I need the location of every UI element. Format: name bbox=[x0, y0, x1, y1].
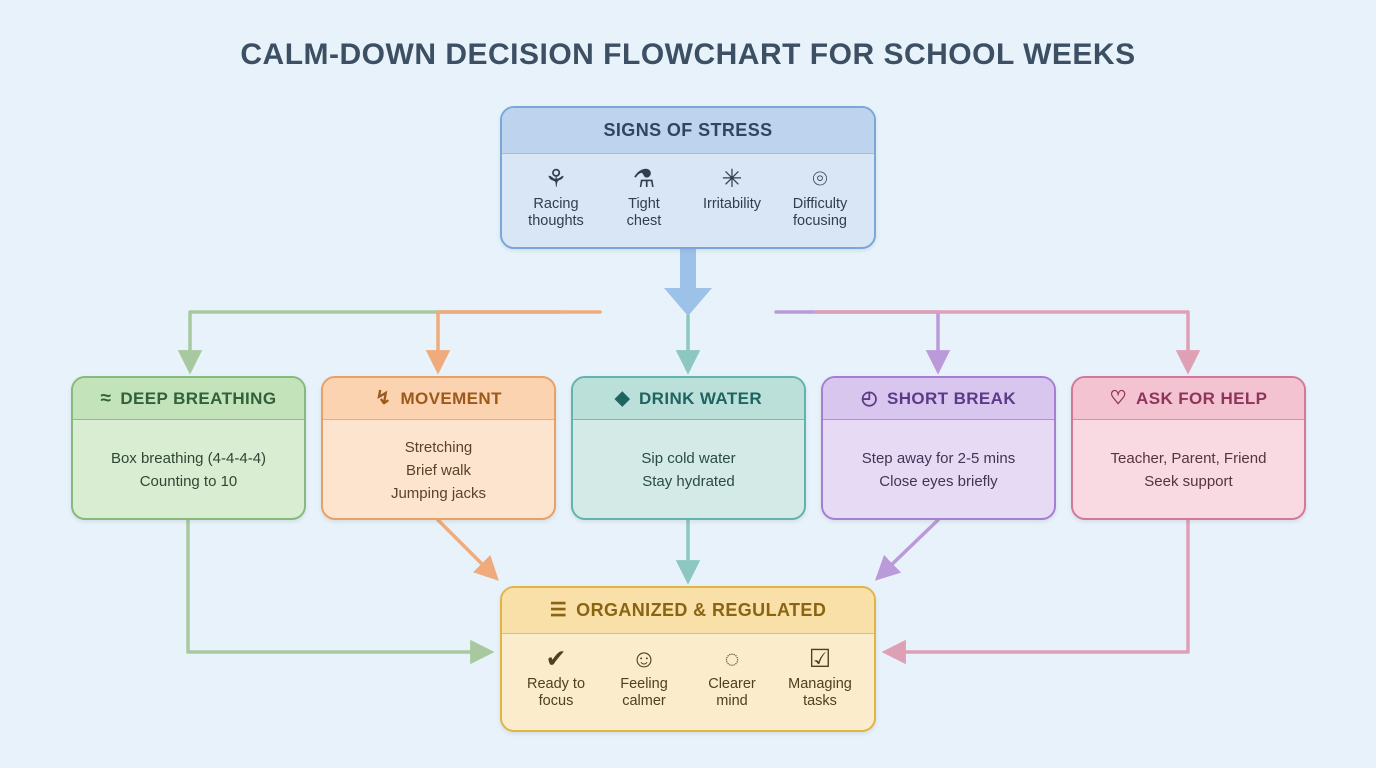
node-movement-body bbox=[323, 420, 554, 520]
brain-icon: ⚘ bbox=[544, 165, 568, 193]
node-short-break-title: SHORT BREAK bbox=[886, 388, 1017, 408]
node-ask-for-help[interactable] bbox=[1071, 376, 1306, 520]
outcome-label-line2: focus bbox=[538, 693, 574, 709]
body-line: Stretching bbox=[404, 438, 473, 456]
body-line: Box breathing (4-4-4-4) bbox=[110, 450, 267, 467]
node-signs-header bbox=[502, 108, 874, 154]
node-organized-regulated[interactable] bbox=[500, 586, 876, 732]
outcome-label-line1: Ready to bbox=[526, 676, 586, 692]
clear-head-icon: ◌ bbox=[724, 645, 740, 673]
sign-item-racing-thoughts bbox=[513, 162, 599, 230]
node-ask-for-help-body bbox=[1073, 420, 1304, 520]
sign-item-irritability bbox=[689, 162, 775, 213]
node-ask-for-help-title: ASK FOR HELP bbox=[1136, 388, 1268, 408]
clipboard-icon: ☑ bbox=[808, 645, 832, 673]
node-short-break[interactable] bbox=[821, 376, 1056, 520]
node-deep-breathing[interactable] bbox=[71, 376, 306, 520]
sign-item-tight-chest bbox=[601, 162, 687, 230]
eye-off-icon: ⌾ bbox=[812, 165, 828, 193]
clock-icon: ◴ bbox=[860, 388, 878, 409]
outcome-label-line2: mind bbox=[716, 693, 748, 709]
node-drink-water-body bbox=[573, 420, 804, 520]
sign-label-line2: chest bbox=[626, 213, 662, 229]
spark-head-icon: ✳ bbox=[721, 165, 743, 193]
outcome-icon-row bbox=[502, 634, 874, 710]
node-signs-of-stress[interactable] bbox=[500, 106, 876, 249]
outcome-item-ready-to-focus bbox=[513, 642, 599, 710]
body-line: Seek support bbox=[1144, 473, 1233, 490]
node-short-break-header bbox=[823, 378, 1054, 420]
check-circle-icon: ✔ bbox=[545, 645, 567, 673]
node-deep-breathing-header bbox=[73, 378, 304, 420]
outcome-label-line2: calmer bbox=[622, 693, 666, 709]
outcome-label-line1: Managing bbox=[788, 676, 852, 692]
body-line: Brief walk bbox=[405, 461, 472, 479]
sign-item-difficulty-focusing bbox=[777, 162, 863, 230]
running-person-icon: ↯ bbox=[375, 388, 392, 409]
outcome-label-line1: Feeling bbox=[620, 676, 668, 692]
lungs-icon: ⚗ bbox=[632, 165, 656, 193]
body-line: Teacher, Parent, Friend bbox=[1110, 450, 1267, 467]
water-drop-icon: ◆ bbox=[614, 388, 630, 409]
outcome-item-feeling-calmer bbox=[601, 642, 687, 710]
node-movement-header bbox=[323, 378, 554, 420]
body-line: Close eyes briefly bbox=[879, 473, 998, 490]
sign-label-line2: thoughts bbox=[528, 213, 584, 229]
body-line: Sip cold water bbox=[641, 450, 736, 467]
smiley-face-icon: ☺ bbox=[631, 645, 657, 673]
node-deep-breathing-body bbox=[73, 420, 304, 520]
node-signs-title: SIGNS OF STRESS bbox=[603, 120, 773, 140]
body-line: Step away for 2-5 mins bbox=[861, 450, 1016, 467]
outcome-label-line2: tasks bbox=[803, 693, 837, 709]
sign-label-line1: Racing bbox=[533, 196, 579, 212]
node-short-break-body bbox=[823, 420, 1054, 520]
node-outcome-title: ORGANIZED & REGULATED bbox=[576, 600, 827, 620]
body-line: Jumping jacks bbox=[390, 484, 487, 502]
node-drink-water-header bbox=[573, 378, 804, 420]
outcome-label-line1: Clearer bbox=[708, 676, 756, 692]
node-drink-water-title: DRINK WATER bbox=[638, 388, 763, 408]
sign-label-line1: Difficulty bbox=[792, 196, 848, 212]
body-line: Counting to 10 bbox=[139, 473, 238, 490]
outcome-item-clearer-mind bbox=[689, 642, 775, 710]
sign-label-line1: Irritability bbox=[702, 196, 761, 212]
node-ask-for-help-header bbox=[1073, 378, 1304, 420]
node-movement[interactable] bbox=[321, 376, 556, 520]
checklist-stack-icon: ☰ bbox=[549, 600, 568, 621]
node-deep-breathing-title: DEEP BREATHING bbox=[120, 388, 277, 408]
node-drink-water[interactable] bbox=[571, 376, 806, 520]
sign-label-line1: Tight bbox=[628, 196, 660, 212]
sign-label-line2: focusing bbox=[792, 213, 847, 229]
node-movement-title: MOVEMENT bbox=[400, 388, 502, 408]
outcome-item-managing-tasks bbox=[777, 642, 863, 710]
wind-icon: ≈ bbox=[100, 388, 112, 409]
body-line: Stay hydrated bbox=[642, 473, 735, 490]
signs-icon-row bbox=[502, 154, 874, 230]
helping-hand-heart-icon: ♡ bbox=[1109, 388, 1128, 409]
page-title: CALM-DOWN DECISION FLOWCHART FOR SCHOOL WEEKS bbox=[240, 38, 1136, 71]
node-outcome-header bbox=[502, 588, 874, 634]
